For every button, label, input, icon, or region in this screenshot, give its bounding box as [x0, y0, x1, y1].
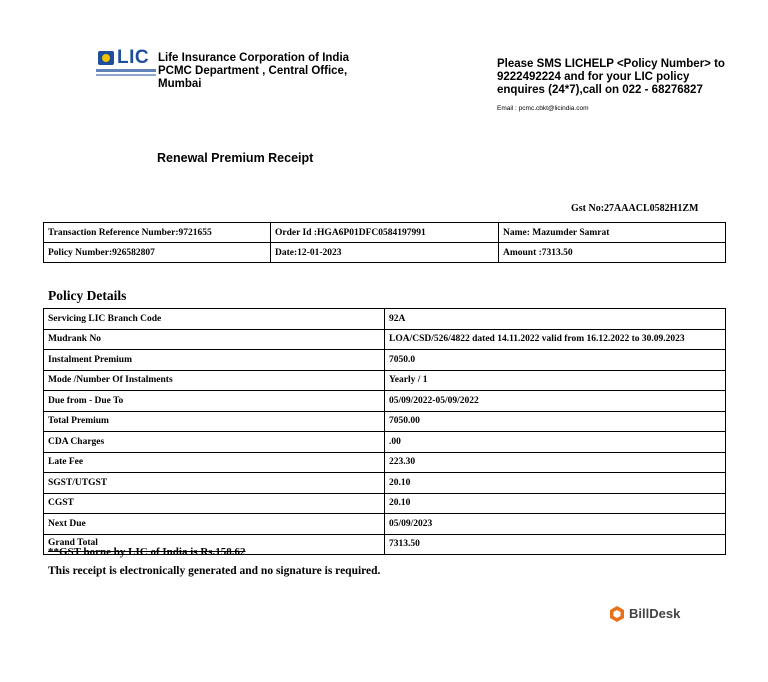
row-value: 20.10	[385, 493, 726, 514]
lic-logo	[96, 49, 156, 79]
transaction-reference: Transaction Reference Number:9721655	[44, 223, 271, 243]
table-row	[44, 391, 726, 412]
amount: Amount :7313.50	[499, 243, 726, 263]
row-value: 223.30	[385, 452, 726, 473]
billdesk-text: BillDesk	[629, 606, 681, 621]
row-value: LOA/CSD/526/4822 dated 14.11.2022 valid from 16.12.2022 to 30.09.2023	[385, 329, 726, 350]
policy-number: Policy Number:926582807	[44, 243, 271, 263]
transaction-info-table	[43, 222, 726, 263]
row-value: 7050.00	[385, 411, 726, 432]
order-id: Order Id :HGA6P01DFC0584197991	[271, 223, 499, 243]
customer-name: Name: Mazumder Samrat	[499, 223, 726, 243]
row-label: CGST	[44, 493, 385, 514]
row-label: Instalment Premium	[44, 350, 385, 371]
row-label: Next Due	[44, 514, 385, 535]
table-row	[44, 329, 726, 350]
table-row	[44, 493, 726, 514]
row-label: SGST/UTGST	[44, 473, 385, 494]
row-label: Late Fee	[44, 452, 385, 473]
row-value: Yearly / 1	[385, 370, 726, 391]
table-row	[44, 309, 726, 330]
row-label: CDA Charges	[44, 432, 385, 453]
receipt-date: Date:12-01-2023	[271, 243, 499, 263]
row-value: .00	[385, 432, 726, 453]
table-row	[44, 432, 726, 453]
row-label: Servicing LIC Branch Code	[44, 309, 385, 330]
row-label: Mode /Number Of Instalments	[44, 370, 385, 391]
table-row	[44, 243, 726, 263]
gst-number: Gst No:27AAACL0582H1ZM	[571, 203, 699, 214]
page-title: Renewal Premium Receipt	[157, 151, 314, 165]
billdesk-icon	[610, 606, 624, 622]
row-value: 7050.0	[385, 350, 726, 371]
lic-logo-text: LIC	[117, 47, 150, 68]
policy-details-heading: Policy Details	[48, 288, 127, 303]
row-value: 05/09/2022-05/09/2022	[385, 391, 726, 412]
table-row	[44, 514, 726, 535]
electronic-receipt-note: This receipt is electronically generated and no signature is required.	[48, 565, 381, 577]
row-label: Due from - Due To	[44, 391, 385, 412]
lic-emblem-icon	[98, 51, 114, 65]
contact-email: Email : pcmc.cbkt@licindia.com	[497, 105, 589, 112]
sms-help-text: Please SMS LICHELP <Policy Number> to 9222492224 and for your LIC policy enquires (24*7),call on 022 - 68276827	[497, 58, 725, 96]
table-row	[44, 411, 726, 432]
row-value: 7313.50	[385, 534, 726, 555]
row-value: 20.10	[385, 473, 726, 494]
table-row	[44, 473, 726, 494]
row-label: Grand Total	[44, 534, 385, 555]
row-value: 05/09/2023	[385, 514, 726, 535]
table-row	[44, 350, 726, 371]
organization-name: Life Insurance Corporation of India PCMC Department , Central Office, Mumbai	[158, 52, 350, 90]
table-row	[44, 452, 726, 473]
policy-details-table	[43, 308, 726, 555]
row-value: 92A	[385, 309, 726, 330]
table-row	[44, 223, 726, 243]
row-label: Total Premium	[44, 411, 385, 432]
gst-borne-note: **GST borne by LIC of India is Rs.158.62	[48, 546, 246, 558]
table-row	[44, 370, 726, 391]
row-label: Mudrank No	[44, 329, 385, 350]
